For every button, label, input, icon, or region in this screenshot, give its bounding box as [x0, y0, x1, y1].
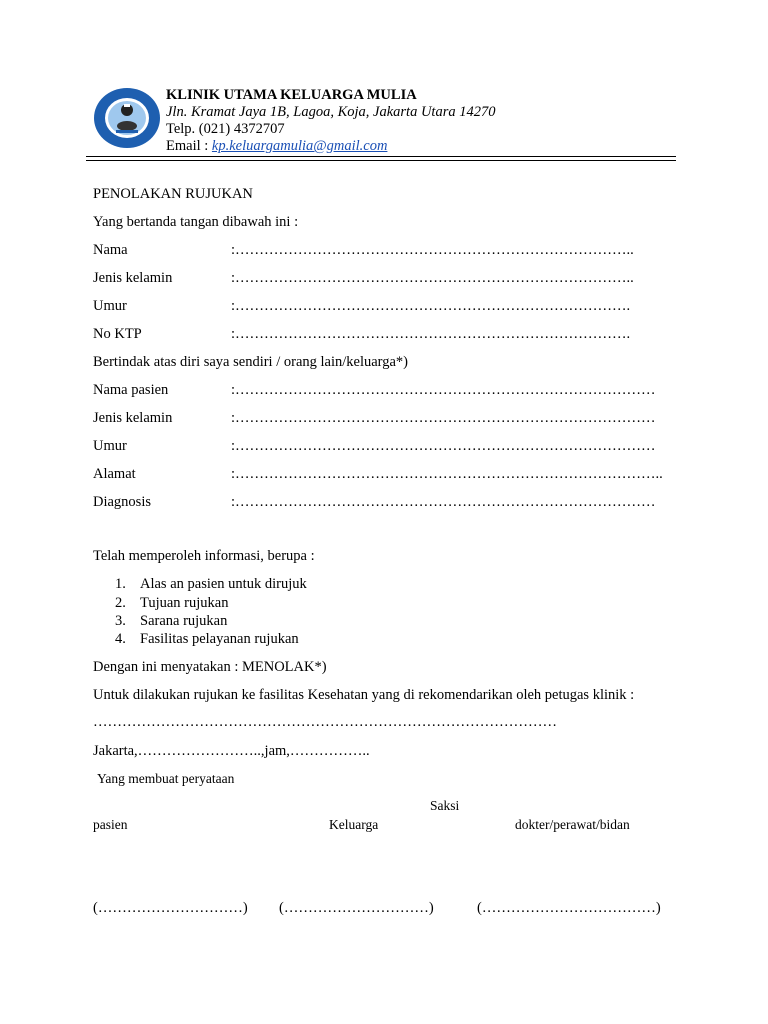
witness-heading: Saksi [430, 798, 460, 813]
signer-patient-label: pasien [93, 817, 128, 832]
field-fill-line[interactable]: :……………………………………………………………………….. [231, 270, 634, 286]
field-label: Diagnosis [93, 494, 151, 510]
list-item: Alas an pasien untuk dirujuk [140, 576, 307, 592]
field-fill-line[interactable]: :…………………………………………………………………………… [231, 494, 656, 510]
field-fill-line[interactable]: :……………………………………………………………………….. [231, 242, 634, 258]
acting-for-text: Bertindak atas diri saya sendiri / orang lain/keluarga*) [93, 354, 409, 370]
clinic-email-row [166, 138, 387, 155]
intro-text: Yang bertanda tangan dibawah ini : [93, 214, 299, 230]
made-by-text: Yang membuat peryataan [97, 771, 235, 786]
field-label: Nama [93, 242, 128, 258]
email-label: Email : [166, 138, 209, 154]
field-label: Alamat [93, 466, 136, 482]
list-item: Sarana rujukan [140, 613, 228, 629]
clinic-logo [92, 86, 162, 150]
signature-line-patient[interactable]: (…………………………) [93, 900, 248, 916]
clinic-name: KLINIK UTAMA KELUARGA MULIA [166, 87, 417, 103]
field-fill-line[interactable]: :…………………………………………………………………………….. [231, 466, 663, 482]
field-fill-line[interactable]: :………………………………………………………………………. [231, 326, 631, 342]
field-label: Umur [93, 438, 127, 454]
statement-text: Dengan ini menyatakan : MENOLAK*) [93, 659, 327, 675]
clinic-address: Jln. Kramat Jaya 1B, Lagoa, Koja, Jakarta Utara 14270 [166, 104, 496, 120]
signature-line-family[interactable]: (…………………………) [279, 900, 434, 916]
list-item: Tujuan rujukan [140, 595, 229, 611]
list-number: 4. [115, 631, 126, 647]
referral-fill-line[interactable]: …………………………………………………………………………………… [93, 714, 557, 730]
header-rule-thin [86, 160, 676, 161]
list-number: 1. [115, 576, 126, 592]
field-label: Umur [93, 298, 127, 314]
list-number: 3. [115, 613, 126, 629]
field-label: Nama pasien [93, 382, 169, 398]
field-fill-line[interactable]: :…………………………………………………………………………… [231, 438, 656, 454]
signature-line-staff[interactable]: (………………………………) [477, 900, 661, 916]
field-label: Jenis kelamin [93, 410, 173, 426]
signer-staff-label: dokter/perawat/bidan [515, 817, 630, 832]
signer-family-label: Keluarga [329, 817, 379, 832]
email-link[interactable]: kp.keluargamulia@gmail.com [211, 138, 388, 154]
document-title: PENOLAKAN RUJUKAN [93, 186, 253, 202]
info-intro: Telah memperoleh informasi, berupa : [93, 548, 315, 564]
list-item: Fasilitas pelayanan rujukan [140, 631, 299, 647]
clinic-phone: Telp. (021) 4372707 [166, 121, 285, 137]
field-fill-line[interactable]: :………………………………………………………………………. [231, 298, 631, 314]
list-number: 2. [115, 595, 126, 611]
place-date-line[interactable]: Jakarta,……………………..,jam,…………….. [93, 743, 370, 759]
referral-text: Untuk dilakukan rujukan ke fasilitas Kesehatan yang di rekomendarikan oleh petugas klinik : [93, 687, 635, 703]
field-fill-line[interactable]: :…………………………………………………………………………… [231, 410, 656, 426]
header-rule-thick [86, 156, 676, 157]
field-label: Jenis kelamin [93, 270, 173, 286]
field-label: No KTP [93, 326, 142, 342]
field-fill-line[interactable]: :…………………………………………………………………………… [231, 382, 656, 398]
